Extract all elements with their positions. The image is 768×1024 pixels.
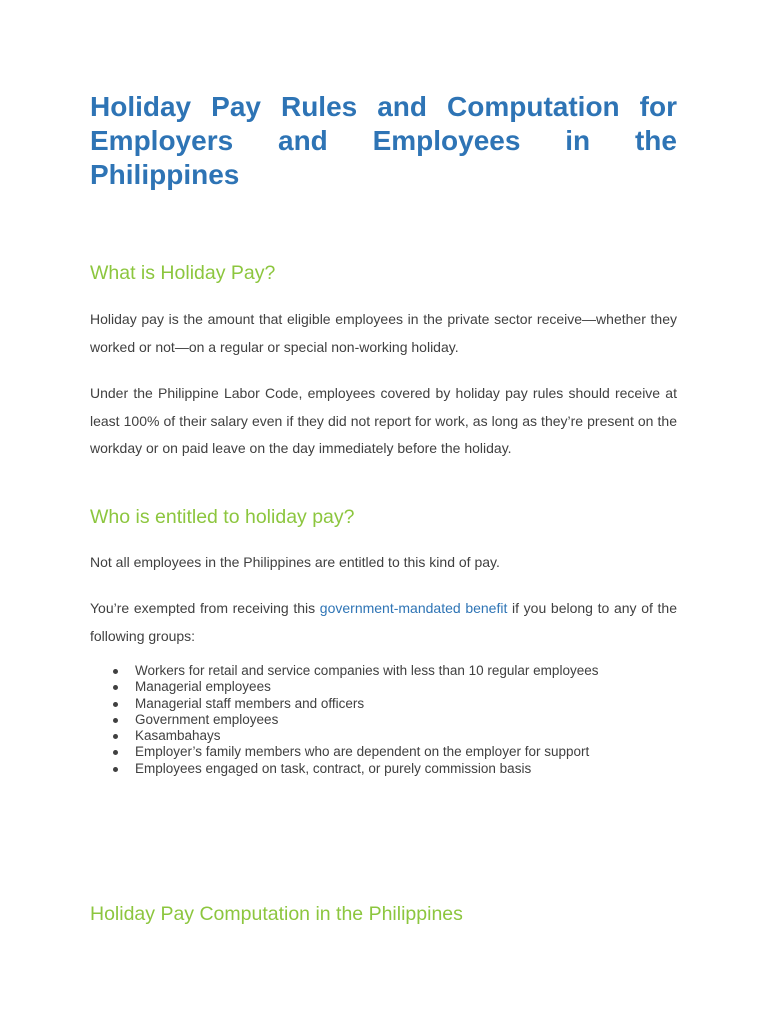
list-item-text: Workers for retail and service companies with less than 10 regular employees <box>135 663 599 678</box>
list-item <box>90 728 690 744</box>
paragraph-exempted-text-after: if you belong to any of the following groups: <box>90 600 677 644</box>
heading-what-is-holiday-pay: What is Holiday Pay? <box>90 262 276 284</box>
paragraph-labor-code: Under the Philippine Labor Code, employees covered by holiday pay rules should receive at least 100% of their salary even if they did not report for work, as long as they’re present on the workday or on paid leave on the day immediately before the holiday. <box>90 385 677 456</box>
paragraph-exempted-text-before: You’re exempted from receiving this <box>90 600 320 616</box>
bullet-icon <box>113 718 118 723</box>
exempted-groups-list <box>90 663 690 777</box>
list-item <box>90 663 690 679</box>
bullet-icon <box>113 750 118 755</box>
paragraph-exempted <box>90 595 677 650</box>
bullet-icon <box>113 685 118 690</box>
list-item-text: Employees engaged on task, contract, or purely commission basis <box>135 760 532 776</box>
list-item <box>90 696 690 712</box>
list-item-text: Government employees <box>135 711 279 727</box>
list-item <box>90 761 690 777</box>
list-item-text: Employer’s family members who are dependent on the employer for support <box>135 744 590 760</box>
list-item <box>90 679 690 695</box>
heading-who-is-entitled: Who is entitled to holiday pay? <box>90 506 355 528</box>
document-title: Holiday Pay Rules and Computation for Employers and Employees in the Philippines <box>90 91 677 190</box>
paragraph-not-all-entitled: Not all employees in the Philippines are entitled to this kind of pay. <box>90 554 500 570</box>
bullet-icon <box>113 669 118 674</box>
bullet-icon <box>113 767 118 772</box>
list-item <box>90 744 690 760</box>
list-item-text: Kasambahays <box>135 728 221 744</box>
heading-holiday-pay-computation: Holiday Pay Computation in the Philippines <box>90 903 463 925</box>
bullet-icon <box>113 734 118 739</box>
paragraph-holiday-pay-definition: Holiday pay is the amount that eligible employees in the private sector receive—whether they worked or not—on a regular or special non-working holiday. <box>90 311 677 355</box>
list-item-text: Managerial employees <box>135 679 271 695</box>
government-mandated-benefit-link[interactable]: government-mandated benefit <box>319 600 508 616</box>
list-item-text: Managerial staff members and officers <box>135 695 365 711</box>
bullet-icon <box>113 702 118 707</box>
list-item <box>90 712 690 728</box>
